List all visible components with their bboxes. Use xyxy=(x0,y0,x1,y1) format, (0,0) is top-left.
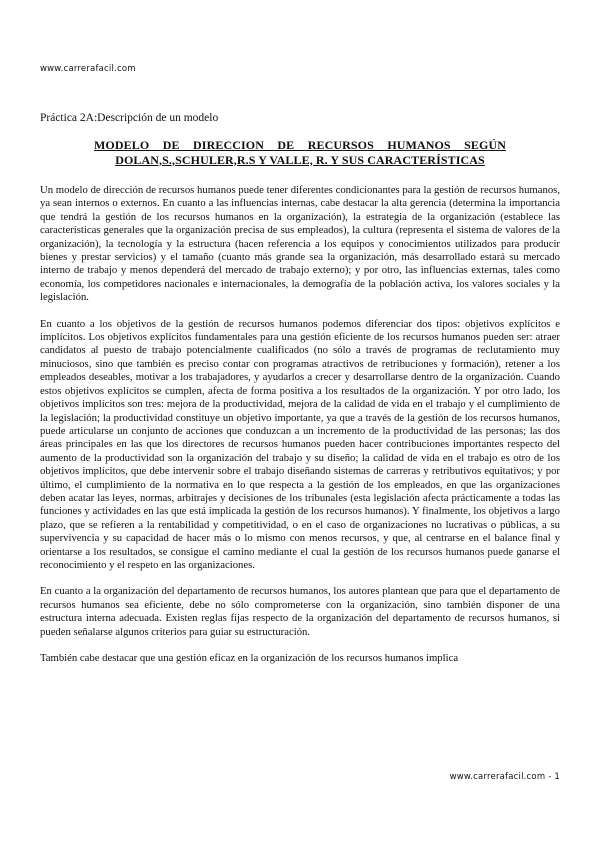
title-line-1: MODELO DE DIRECCION DE RECURSOS HUMANOS SEGÚN xyxy=(94,138,506,152)
paragraph-objectives: En cuanto a los objetivos de la gestión de recursos humanos podemos diferenciar dos tipos: objetivos explícitos e implícitos. Los objetivos explícitos fundamentales para una gestión eficiente de los recursos humanos pueden ser: atraer candidatos al puesto de trabajo potencialmente cualificados (no sólo a través de programas de reclutamiento muy minuciosos, sino que también es preciso contar con programas atractivos de retribuciones y formación), retener a los empleados deseables, motivar a los trabajadores, y ayudarlos a crecer y desarrollarse dentro de la organización. Cuando estos objetivos explícitos se cumplen, afecta de forma positiva a los resultados de la organización. Y por otro lado, los objetivos implícitos son tres: mejora de la productividad, mejora de la calidad de vida en el trabajo y el cumplimiento de la legislación; la productividad constituye un objetivo importante, ya que a través de la gestión de los recursos humanos, puede articularse un conjunto de acciones que conduzcan a un incremento de la productividad de las personas; las dos áreas principales en las que los directores de recursos humanos pueden hacer contribuciones importantes respecto del aumento de la productividad son la organización del trabajo y su diseño; la calidad de vida en el trabajo es otro de los objetivos implícitos, que debe intervenir sobre el trabajo diseñando sistemas de carreras y retributivos equitativos; y por último, el cumplimiento de la normativa en lo que respecta a la gestión de los empleados, en que las organizaciones deben acatar las leyes, normas, arbitrajes y decisiones de los tribunales (esta legislación afecta prácticamente a todas las funciones y actividades en las que está implicada la gestión de los recursos humanos). Y finalmente, los objetivos a largo plazo, que se refieren a la rentabilidad y competitividad, o en el caso de organizaciones no lucrativas o públicas, a su supervivencia y su capacidad de hacer más o lo mismo con menos recursos, y que, al centrarse en el balance final y orientarse a los resultados, se consigue el camino mediante el cual la gestión de los recursos humanos puede ganarse el reconocimiento y el respeto en las organizaciones. xyxy=(40,317,560,571)
paragraph-efficient-management: También cabe destacar que una gestión eficaz en la organización de los recursos humanos implica xyxy=(40,652,459,664)
footer xyxy=(450,772,560,782)
document-body xyxy=(40,184,560,678)
page-number: 1 xyxy=(554,772,560,782)
title-line-2: DOLAN,S.,SCHULER,R.S Y VALLE, R. Y SUS CARACTERÍSTICAS xyxy=(115,152,485,167)
footer-url: www.carrerafacil.com xyxy=(449,772,546,782)
footer-separator: - xyxy=(545,772,555,782)
practice-label: Práctica 2A:Descripción de un modelo xyxy=(40,112,219,124)
header-url: www.carrerafacil.com xyxy=(40,64,136,74)
paragraph-influences: Un modelo de dirección de recursos humanos puede tener diferentes condicionantes para la gestión de recursos humanos, ya sean internos o externos. En cuanto a las influencias internas, cabe destacar la alta gerencia (determina la importancia que tendrá la gestión de los recursos humanos en la organización), la estrategia de la organización (establece las características generales que la organización precisa de sus empleados), la cultura (representa el sistema de valores de la organización), la tecnología y la estructura (hacen referencia a los equipos y conocimientos utilizados para producir bienes y prestar servicios) y el tamaño (cuanto más grande sea la organización, más desarrollado estará su mercado interno de trabajo y menos dependerá del mercado de trabajo externo); y por otro, las influencias externas, tales como economía, los competidores nacionales e internacionales, la demografía de la población activa, los valores sociales y la legislación. xyxy=(40,184,560,304)
paragraph-department-organization: En cuanto a la organización del departamento de recursos humanos, los autores plantean que para que el departamento de recursos humanos sea eficiente, debe no sólo comprometerse con la organización, sino también disponer de una estructura interna adecuada. Existen reglas fijas respecto de la organización del departamento de recursos humanos, si pueden señalarse algunos criterios para guiar su estructuración. xyxy=(40,585,560,638)
document-title xyxy=(40,138,560,167)
